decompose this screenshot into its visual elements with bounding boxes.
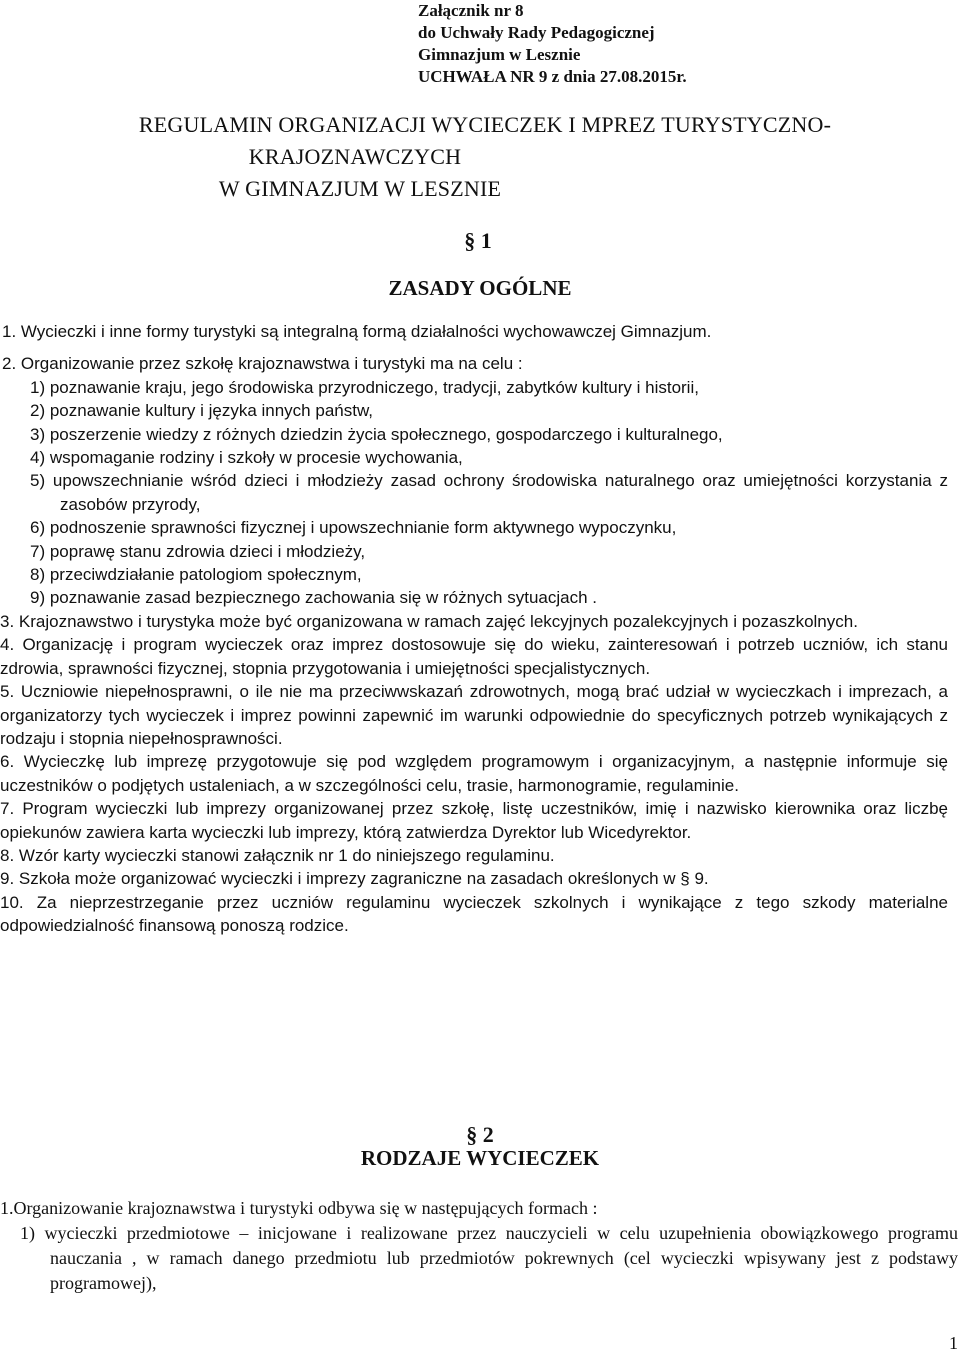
paragraph-1-text: 1. Wycieczki i inne formy turystyki są integralną formą działalności wychowawczej Gimnazjum.	[2, 322, 712, 341]
paragraph-9: 9. Szkoła może organizować wycieczki i imprezy zagraniczne na zasadach określonych w § 9.	[0, 869, 709, 889]
attachment-resolution: do Uchwały Rady Pedagogicznej	[418, 23, 655, 42]
paragraph-3: 3. Krajoznawstwo i turystyka może być organizowana w ramach zajęć lekcyjnych pozalekcyjnych i pozaszkolnych.	[0, 611, 858, 631]
paragraph-4: 4. Organizację i program wycieczek oraz imprez dostosowuje się do wieku, zainteresowań i potrzeb uczniów, ich stanu zdrowia, sprawności fizycznej, stopnia przygotowania i umiejętności specjalistycznych.	[0, 635, 948, 678]
section-1-heading: ZASADY OGÓLNE	[388, 276, 572, 300]
section-1-number: § 1	[464, 228, 492, 253]
goal-item: 4) wspomaganie rodziny i szkoły w procesie wychowania,	[30, 448, 463, 468]
goal-item: 3) poszerzenie wiedzy z różnych dziedzin życia społecznego, gospodarczego i kulturalnego,	[30, 424, 723, 444]
paragraph-6: 6. Wycieczkę lub imprezę przygotowuje się pod względem programowym i organizacyjnym, a następnie informuje się uczestników o podjętych ustaleniach, a w szczególności celu, trasie, harmonogramie, regulaminie.	[0, 752, 948, 795]
goal-item: 9) poznawanie zasad bezpiecznego zachowania się w różnych sytuacjach .	[30, 588, 597, 608]
title-line-1: REGULAMIN ORGANIZACJI WYCIECZEK I MPREZ TURYSTYCZNO-	[138, 112, 832, 137]
paragraph-1	[0, 320, 948, 343]
title-line-2: KRAJOZNAWCZYCH	[248, 144, 462, 169]
section-1-body	[0, 320, 948, 938]
section-2-item-1: 1) wycieczki przedmiotowe – inicjowane i realizowane przez nauczycieli w celu uzupełnienia obowiązkowego programu nauczania , w ramach danego przedmiotu lub przedmiotów pokrewnych (cel wycieczki wpisywany jest z podstawy programowej),	[20, 1223, 958, 1293]
paragraph-2: 2. Organizowanie przez szkołę krajoznawstwa i turystyki ma na celu :	[2, 354, 523, 374]
section-2-number: § 2	[466, 1122, 494, 1147]
paragraph-7: 7. Program wycieczki lub imprezy organizowanej przez szkołę, listę uczestników, imię i nazwisko kierownika oraz liczbę opiekunów zawiera karta wycieczki lub imprezy, którą zatwierdza Dyrektor lub Wicedyrektor.	[0, 799, 948, 842]
goal-item: 7) poprawę stanu zdrowia dzieci i młodzieży,	[30, 541, 366, 561]
title-line-3: W GIMNAZJUM W LESZNIE	[218, 176, 502, 201]
paragraph-5: 5. Uczniowie niepełnosprawni, o ile nie ma przeciwwskazań zdrowotnych, mogą brać udział w wycieczkach i imprezach, a organizatorzy tych wycieczek i imprez powinni zapewnić im warunki odpowiednie do specyficznych potrzeb wynikających z rodzaju i stopnia niepełnosprawności.	[0, 682, 948, 748]
attachment-date: UCHWAŁA NR 9 z dnia 27.08.2015r.	[418, 67, 687, 86]
goal-item: 1) poznawanie kraju, jego środowiska przyrodniczego, tradycji, zabytków kultury i historii,	[30, 377, 699, 397]
document-title	[0, 109, 960, 205]
section-2-body	[0, 1196, 958, 1296]
attachment-header	[418, 0, 687, 88]
goal-item: 5) upowszechnianie wśród dzieci i młodzieży zasad ochrony środowiska naturalnego oraz umiejętności korzystania z zasobów przyrody,	[30, 471, 948, 514]
page-number: 1	[949, 1333, 958, 1353]
goal-item: 6) podnoszenie sprawności fizycznej i upowszechnianie form aktywnego wypoczynku,	[30, 518, 677, 538]
attachment-school: Gimnazjum w Lesznie	[418, 45, 581, 64]
paragraph-10: 10. Za nieprzestrzeganie przez uczniów regulaminu wycieczek szkolnych i wynikające z tego szkody materialne odpowiedzialność finansową ponoszą rodzice.	[0, 892, 948, 936]
section-2-paragraph-1: 1.Organizowanie krajoznawstwa i turystyki odbywa się w następujących formach :	[0, 1198, 598, 1218]
attachment-number: Załącznik nr 8	[418, 1, 524, 20]
goal-item: 2) poznawanie kultury i języka innych państw,	[30, 401, 374, 421]
paragraph-8: 8. Wzór karty wycieczki stanowi załącznik nr 1 do niniejszego regulaminu.	[0, 845, 555, 865]
section-2-heading: RODZAJE WYCIECZEK	[360, 1146, 600, 1170]
goal-item: 8) przeciwdziałanie patologiom społecznym,	[30, 565, 362, 585]
